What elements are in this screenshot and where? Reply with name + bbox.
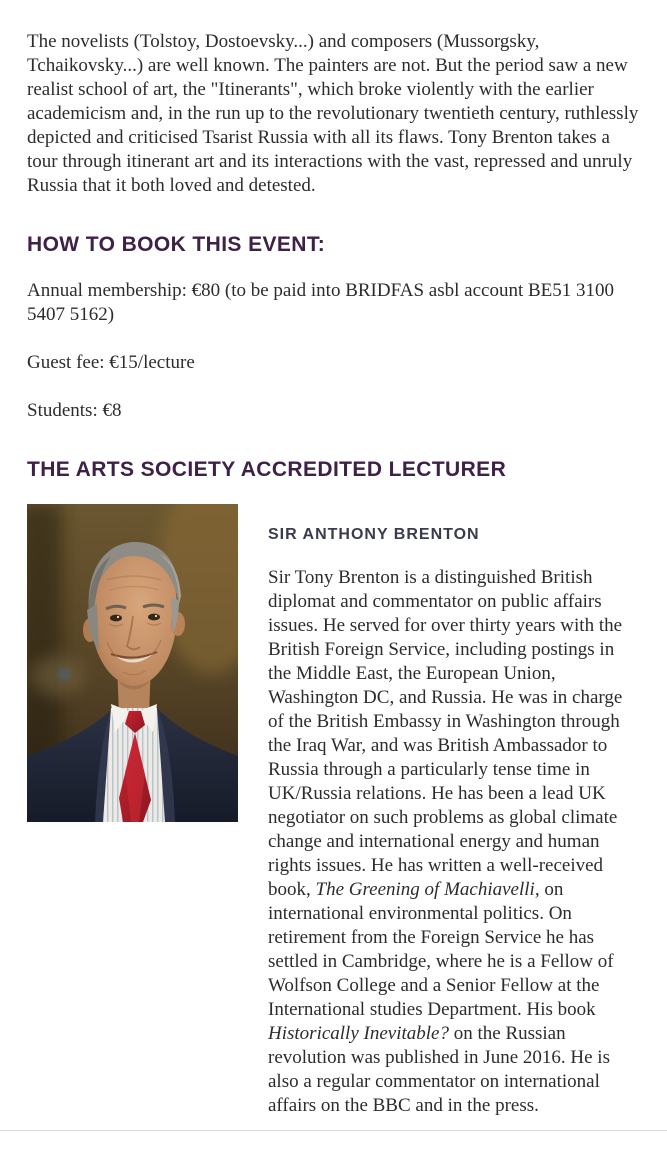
bio-text: Sir Tony Brenton is a distinguished British diplomat and commentator on public affairs issues. He served for over thirty years with the British Foreign Service, including postings in the Middle East, the European Union, Washington DC, and Russia. He was in charge of the British Embassy in Washington through the Iraq War, and was British Ambassador to Russia through a particularly tense time in UK/Russia relations. He has been a lead UK negotiator on such problems as global climate change and international energy and human rights issues. He has written a well-received book, — [268, 567, 623, 900]
booking-guest-fee-line: Guest fee: €15/lecture — [27, 352, 195, 373]
lecturer-photo — [27, 504, 238, 822]
portrait-photo — [27, 504, 238, 822]
lecturer-bio — [268, 566, 640, 1118]
booking-membership-line: Annual membership: €80 (to be paid into BRIDFAS asbl account BE51 3100 5407 5162) — [27, 280, 614, 325]
book-title-greening-of-machiavelli: The Greening of Machiavelli, — [315, 879, 540, 900]
bio-text: on the Russian revolution was published in June 2016. He is also a regular commentator on international affairs on the BBC and in the press. — [268, 1023, 610, 1116]
lecturer-section — [27, 504, 640, 1118]
intro-paragraph: The novelists (Tolstoy, Dostoevsky...) and composers (Mussorgsky, Tchaikovsky...) are well known. The painters are not. But the period saw a new realist school of art, the "Itinerants", which broke violently with the earlier academicism and, in the run up to the revolutionary twentieth century, ruthlessly depicted and criticised Tsarist Russia with all its flaws. Tony Brenton takes a tour through itinerant art and its interactions with the vast, repressed and unruly Russia that it both loved and detested. — [27, 31, 639, 196]
lecturer-name: SIR ANTHONY BRENTON — [268, 526, 480, 543]
lecturer-info — [238, 504, 640, 1118]
bottom-divider — [0, 1130, 667, 1131]
booking-students-line: Students: €8 — [27, 400, 122, 421]
booking-heading: HOW TO BOOK THIS EVENT: — [27, 233, 326, 256]
booking-section — [27, 279, 640, 423]
bio-text: on international environmental politics. On retirement from the Foreign Service he has settled in Cambridge, where he is a Fellow of Wolfson College and a Senior Fellow at the International studies Department. His book — [268, 879, 614, 1020]
lecturer-heading: THE ARTS SOCIETY ACCREDITED LECTURER — [27, 458, 507, 481]
book-title-historically-inevitable: Historically Inevitable? — [268, 1023, 449, 1044]
